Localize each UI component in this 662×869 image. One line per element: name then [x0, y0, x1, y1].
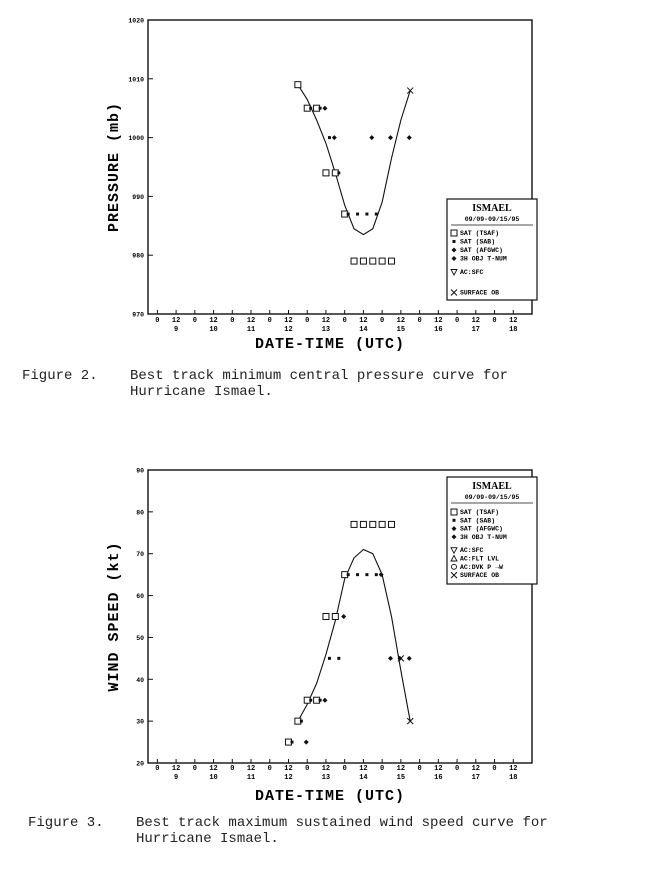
data-point	[347, 213, 350, 216]
x-tick-label: 12	[321, 317, 331, 325]
legend-entry: AC:DVK P →W	[460, 563, 503, 571]
x-tick-label: 12	[396, 765, 406, 773]
legend-entry: SAT (SAB)	[460, 517, 496, 525]
data-point	[332, 135, 337, 140]
data-point	[365, 573, 368, 576]
legend-entry: SAT (SAB)	[460, 238, 496, 246]
data-point	[379, 258, 385, 264]
data-point	[388, 656, 393, 661]
x-tick-label: 12	[209, 765, 218, 773]
x-tick-day-label: 17	[471, 774, 481, 782]
legend-entry: SAT (TSAF)	[460, 230, 500, 237]
data-point	[309, 699, 312, 702]
y-tick-label: 50	[136, 634, 144, 642]
y-tick-label: 40	[136, 676, 144, 684]
legend-marker	[451, 509, 457, 515]
x-tick-day-label: 15	[396, 326, 406, 334]
legend-entry: SURFACE OB	[460, 572, 500, 580]
legend-entry: AC:SFC	[460, 269, 484, 276]
x-tick-label: 0	[380, 765, 385, 773]
x-tick-label: 12	[359, 765, 368, 773]
x-tick-day-label: 13	[321, 326, 331, 334]
data-point	[290, 741, 293, 744]
x-tick-day-label: 18	[509, 326, 518, 334]
x-tick-label: 12	[171, 317, 181, 325]
x-tick-day-label: 13	[321, 774, 331, 782]
x-tick-label: 0	[342, 765, 347, 773]
pressure-chart	[0, 0, 662, 360]
x-tick-day-label: 11	[246, 326, 256, 334]
wind-speed-chart	[0, 455, 662, 805]
y-axis-title: WIND SPEED (kt)	[106, 541, 123, 692]
x-tick-label: 12	[246, 765, 256, 773]
x-tick-label: 12	[359, 317, 368, 325]
x-tick-label: 0	[492, 317, 497, 325]
x-tick-label: 12	[434, 317, 443, 325]
data-point	[319, 107, 322, 110]
figure-number: Figure 2.	[22, 368, 98, 384]
x-tick-day-label: 12	[284, 326, 293, 334]
y-tick-label: 1010	[128, 76, 144, 84]
figure-pressure	[0, 0, 662, 400]
x-tick-day-label: 14	[359, 774, 368, 782]
x-tick-label: 12	[284, 765, 293, 773]
data-point	[332, 614, 338, 620]
legend-title: ISMAEL	[472, 481, 512, 492]
x-tick-label: 0	[267, 317, 272, 325]
y-tick-label: 990	[132, 193, 144, 201]
x-tick-label: 12	[209, 317, 218, 325]
y-tick-label: 70	[136, 551, 144, 559]
data-point	[370, 521, 376, 527]
y-tick-label: 30	[136, 718, 144, 726]
x-axis-title: DATE-TIME (UTC)	[254, 788, 406, 805]
data-point	[322, 106, 327, 111]
data-point	[323, 170, 329, 176]
legend-entry: SAT (AFGWC)	[460, 525, 503, 533]
x-tick-label: 12	[471, 765, 481, 773]
data-point	[337, 171, 340, 174]
x-tick-day-label: 10	[209, 774, 218, 782]
x-tick-day-label: 10	[209, 326, 218, 334]
legend-entry: SAT (TSAF)	[460, 509, 500, 516]
x-tick-label: 12	[321, 765, 331, 773]
legend-entry: AC:FLT LVL	[460, 555, 500, 563]
figure-caption	[22, 368, 508, 400]
data-point	[328, 136, 331, 139]
x-tick-day-label: 15	[396, 774, 406, 782]
caption-line: Hurricane Ismael.	[130, 384, 273, 400]
legend-entry: AC:SFC	[460, 547, 484, 555]
data-point	[369, 135, 374, 140]
x-tick-label: 0	[192, 765, 197, 773]
data-point	[370, 258, 376, 264]
data-point	[322, 698, 327, 703]
x-tick-label: 0	[342, 317, 347, 325]
x-tick-label: 0	[230, 765, 235, 773]
data-point	[295, 82, 301, 88]
y-tick-label: 20	[136, 760, 144, 768]
data-point	[323, 614, 329, 620]
figure-wind	[0, 455, 662, 869]
x-tick-label: 0	[305, 765, 310, 773]
data-point	[407, 135, 412, 140]
data-point	[300, 720, 303, 723]
y-tick-label: 60	[136, 593, 144, 601]
x-tick-label: 0	[155, 765, 160, 773]
x-tick-label: 0	[454, 317, 460, 325]
x-tick-label: 0	[192, 317, 197, 325]
x-tick-label: 0	[267, 765, 272, 773]
x-tick-day-label: 17	[471, 326, 481, 334]
data-point	[389, 258, 395, 264]
legend-entry: 3H OBJ T-NUM	[460, 255, 507, 263]
x-tick-day-label: 16	[434, 326, 443, 334]
data-point	[407, 88, 413, 94]
data-point	[351, 258, 357, 264]
figure-caption	[28, 815, 548, 847]
x-tick-label: 0	[492, 765, 497, 773]
data-point	[360, 521, 366, 527]
legend-subtitle: 09/09-09/15/95	[464, 216, 520, 223]
data-point	[365, 213, 368, 216]
x-tick-label: 12	[396, 317, 406, 325]
x-tick-label: 12	[509, 317, 518, 325]
x-tick-label: 12	[471, 317, 481, 325]
y-tick-label: 1020	[128, 17, 144, 25]
data-point	[360, 258, 366, 264]
y-axis-title: PRESSURE (mb)	[106, 101, 123, 233]
caption-line: Hurricane Ismael.	[136, 831, 279, 847]
x-tick-label: 12	[171, 765, 181, 773]
y-tick-label: 90	[136, 467, 144, 475]
data-point	[341, 614, 346, 619]
caption-line: Best track maximum sustained wind speed curve for	[136, 815, 548, 831]
x-tick-day-label: 18	[509, 774, 518, 782]
x-tick-day-label: 16	[434, 774, 443, 782]
legend-subtitle: 09/09-09/15/95	[464, 494, 520, 501]
data-point	[388, 135, 393, 140]
x-tick-label: 0	[230, 317, 235, 325]
data-point	[309, 107, 312, 110]
x-tick-day-label: 9	[173, 774, 179, 782]
x-tick-day-label: 9	[173, 326, 179, 334]
y-tick-label: 980	[132, 252, 144, 260]
data-point	[304, 740, 309, 745]
x-tick-day-label: 11	[246, 774, 256, 782]
data-point	[389, 521, 395, 527]
data-point	[375, 213, 378, 216]
best-track-curve	[298, 550, 410, 722]
legend-entry: 3H OBJ T-NUM	[460, 533, 507, 541]
legend-entry: SAT (AFGWC)	[460, 247, 503, 254]
x-tick-label: 0	[305, 317, 310, 325]
data-point	[356, 213, 359, 216]
data-point	[347, 573, 350, 576]
legend-marker	[453, 519, 456, 522]
legend-title: ISMAEL	[472, 203, 512, 214]
x-tick-day-label: 12	[284, 774, 293, 782]
data-point	[319, 699, 322, 702]
x-tick-label: 0	[417, 765, 422, 773]
x-tick-day-label: 14	[359, 326, 368, 334]
x-tick-label: 0	[155, 317, 160, 325]
data-point	[328, 657, 331, 660]
x-tick-label: 12	[284, 317, 293, 325]
caption-line: Best track minimum central pressure curve for	[130, 368, 509, 384]
figure-number: Figure 3.	[28, 815, 104, 831]
x-tick-label: 12	[509, 765, 518, 773]
data-point	[375, 573, 378, 576]
x-tick-label: 0	[417, 317, 422, 325]
legend-marker	[451, 230, 457, 236]
data-point	[407, 656, 412, 661]
data-point	[337, 657, 340, 660]
y-tick-label: 1000	[128, 135, 144, 143]
x-tick-label: 0	[454, 765, 460, 773]
x-tick-label: 12	[434, 765, 443, 773]
y-tick-label: 970	[132, 311, 144, 319]
x-tick-label: 0	[380, 317, 385, 325]
legend-entry: SURFACE OB	[460, 289, 500, 297]
data-point	[351, 521, 357, 527]
legend-marker	[453, 240, 456, 243]
y-tick-label: 80	[136, 509, 144, 517]
x-tick-label: 12	[246, 317, 256, 325]
data-point	[356, 573, 359, 576]
x-axis-title: DATE-TIME (UTC)	[254, 336, 406, 353]
data-point	[379, 521, 385, 527]
